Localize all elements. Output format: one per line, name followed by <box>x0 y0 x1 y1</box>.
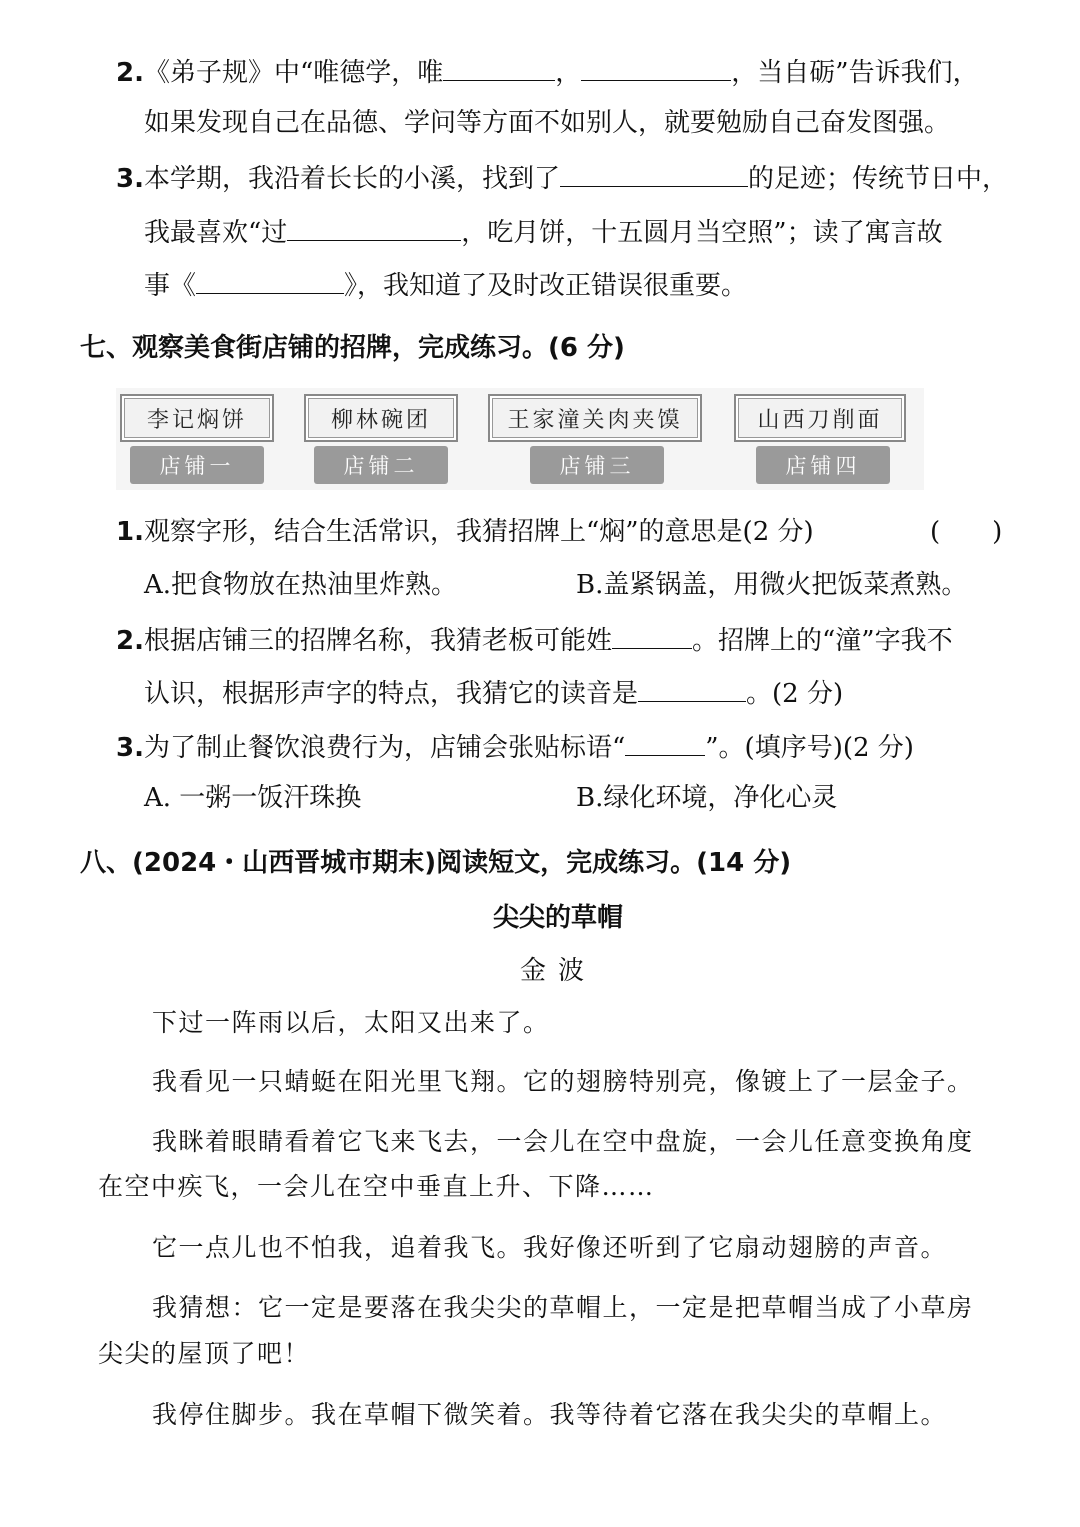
q7-3-text-a: 为了制止餐饮浪费行为，店铺会张贴标语“ <box>143 733 626 763</box>
shop-sign-1-label: 店铺一 <box>130 446 264 484</box>
shop-sign-3-board: 王家潼关肉夹馍 <box>488 394 702 442</box>
q7-3-option-a: A. 一粥一饭汗珠换 <box>144 783 362 813</box>
shop-sign-4-board: 山西刀削面 <box>734 394 906 442</box>
q6-2-number: 2. <box>116 58 144 88</box>
passage-paragraph-2: 我看见一只蜻蜓在阳光里飞翔。它的翅膀特别亮，像镀上了一层金子。 <box>152 1067 974 1096</box>
q7-2-blank-2[interactable] <box>638 673 746 702</box>
passage-paragraph-1: 下过一阵雨以后，太阳又出来了。 <box>152 1008 550 1037</box>
q6-3-line3 <box>144 265 747 304</box>
shop-sign-4-label: 店铺四 <box>756 446 890 484</box>
q7-2-text-c: 认识，根据形声字的特点，我猜它的读音是 <box>144 679 639 709</box>
q6-3-line2 <box>144 212 943 251</box>
passage-paragraph-6: 我停住脚步。我在草帽下微笑着。我等待着它落在我尖尖的草帽上。 <box>152 1400 948 1429</box>
q6-2-blank-1[interactable] <box>443 52 555 81</box>
q6-3-blank-2[interactable] <box>287 212 461 241</box>
q7-2-line2 <box>144 673 843 712</box>
shop-sign-3-label: 店铺三 <box>530 446 664 484</box>
q7-1-option-b: B.盖紧锅盖，用微火把饭菜煮熟。 <box>576 570 968 600</box>
q7-2-blank-1[interactable] <box>612 620 692 649</box>
q6-2-text-b: ， <box>555 58 582 88</box>
shop-signs-figure <box>116 388 924 490</box>
shop-sign-2-board: 柳林碗团 <box>304 394 458 442</box>
passage-paragraph-5-line1: 我猜想：它一定是要落在我尖尖的草帽上，一定是把草帽当成了小草房 <box>152 1293 974 1322</box>
q7-3-number: 3. <box>116 733 144 763</box>
q6-3-blank-3[interactable] <box>196 265 344 294</box>
q6-2-text-a: 《弟子规》中“唯德学，唯 <box>143 58 444 88</box>
q6-3-text-d: ，吃月饼，十五圆月当空照”；读了寓言故 <box>461 218 943 248</box>
q6-3-text-e: 事《 <box>144 271 197 301</box>
section8-heading: 八、(2024・山西晋城市期末)阅读短文，完成练习。(14 分) <box>80 848 792 878</box>
q7-3-blank[interactable] <box>625 727 705 756</box>
passage-paragraph-3-line1: 我眯着眼睛看着它飞来飞去，一会儿在空中盘旋，一会儿任意变换角度 <box>152 1127 974 1156</box>
q7-2-text-b: 。招牌上的“潼”字我不 <box>691 626 953 656</box>
q7-1-answer-paren[interactable]: ( ) <box>930 517 1003 547</box>
q7-1-line <box>116 514 814 550</box>
passage-author: 金波 <box>519 956 596 986</box>
shop-sign-2-label: 店铺二 <box>314 446 448 484</box>
q7-3-option-b: B.绿化环境，净化心灵 <box>576 783 838 813</box>
q6-3-text-f: 》，我知道了及时改正错误很重要。 <box>344 271 748 301</box>
passage-paragraph-3-line2: 在空中疾飞，一会儿在空中垂直上升、下降…… <box>98 1172 655 1201</box>
q6-3-line1 <box>116 158 1008 197</box>
q6-2-line2: 如果发现自己在品德、学问等方面不如别人，就要勉励自己奋发图强。 <box>144 108 951 138</box>
q7-1-number: 1. <box>116 517 144 547</box>
passage-title: 尖尖的草帽 <box>492 903 623 933</box>
q6-3-text-b: 的足迹；传统节日中， <box>747 164 1008 194</box>
q6-2-blank-2[interactable] <box>581 52 731 81</box>
q6-3-text-a: 本学期，我沿着长长的小溪，找到了 <box>143 164 560 194</box>
q7-2-line1 <box>116 620 953 659</box>
passage-paragraph-4: 它一点儿也不怕我，追着我飞。我好像还听到了它扇动翅膀的声音。 <box>152 1233 948 1262</box>
q7-1-text: 观察字形，结合生活常识，我猜招牌上“焖”的意思是(2 分) <box>143 517 814 547</box>
q7-3-line <box>116 727 914 766</box>
q7-3-text-b: ”。(填序号)(2 分) <box>705 733 914 763</box>
q7-2-number: 2. <box>116 626 144 656</box>
q7-2-text-a: 根据店铺三的招牌名称，我猜老板可能姓 <box>143 626 612 656</box>
section7-heading: 七、观察美食街店铺的招牌，完成练习。(6 分) <box>80 333 625 363</box>
q6-3-blank-1[interactable] <box>560 158 748 187</box>
q6-2-line1 <box>116 52 979 91</box>
q6-2-text-c: ，当自砺”告诉我们， <box>731 58 979 88</box>
q6-3-number: 3. <box>116 164 144 194</box>
q6-3-text-c: 我最喜欢“过 <box>144 218 288 248</box>
q7-1-option-a: A.把食物放在热油里炸熟。 <box>144 570 458 600</box>
q7-2-text-d: 。(2 分) <box>746 679 844 709</box>
shop-sign-1-board: 李记焖饼 <box>120 394 274 442</box>
passage-paragraph-5-line2: 尖尖的屋顶了吧！ <box>98 1339 311 1368</box>
